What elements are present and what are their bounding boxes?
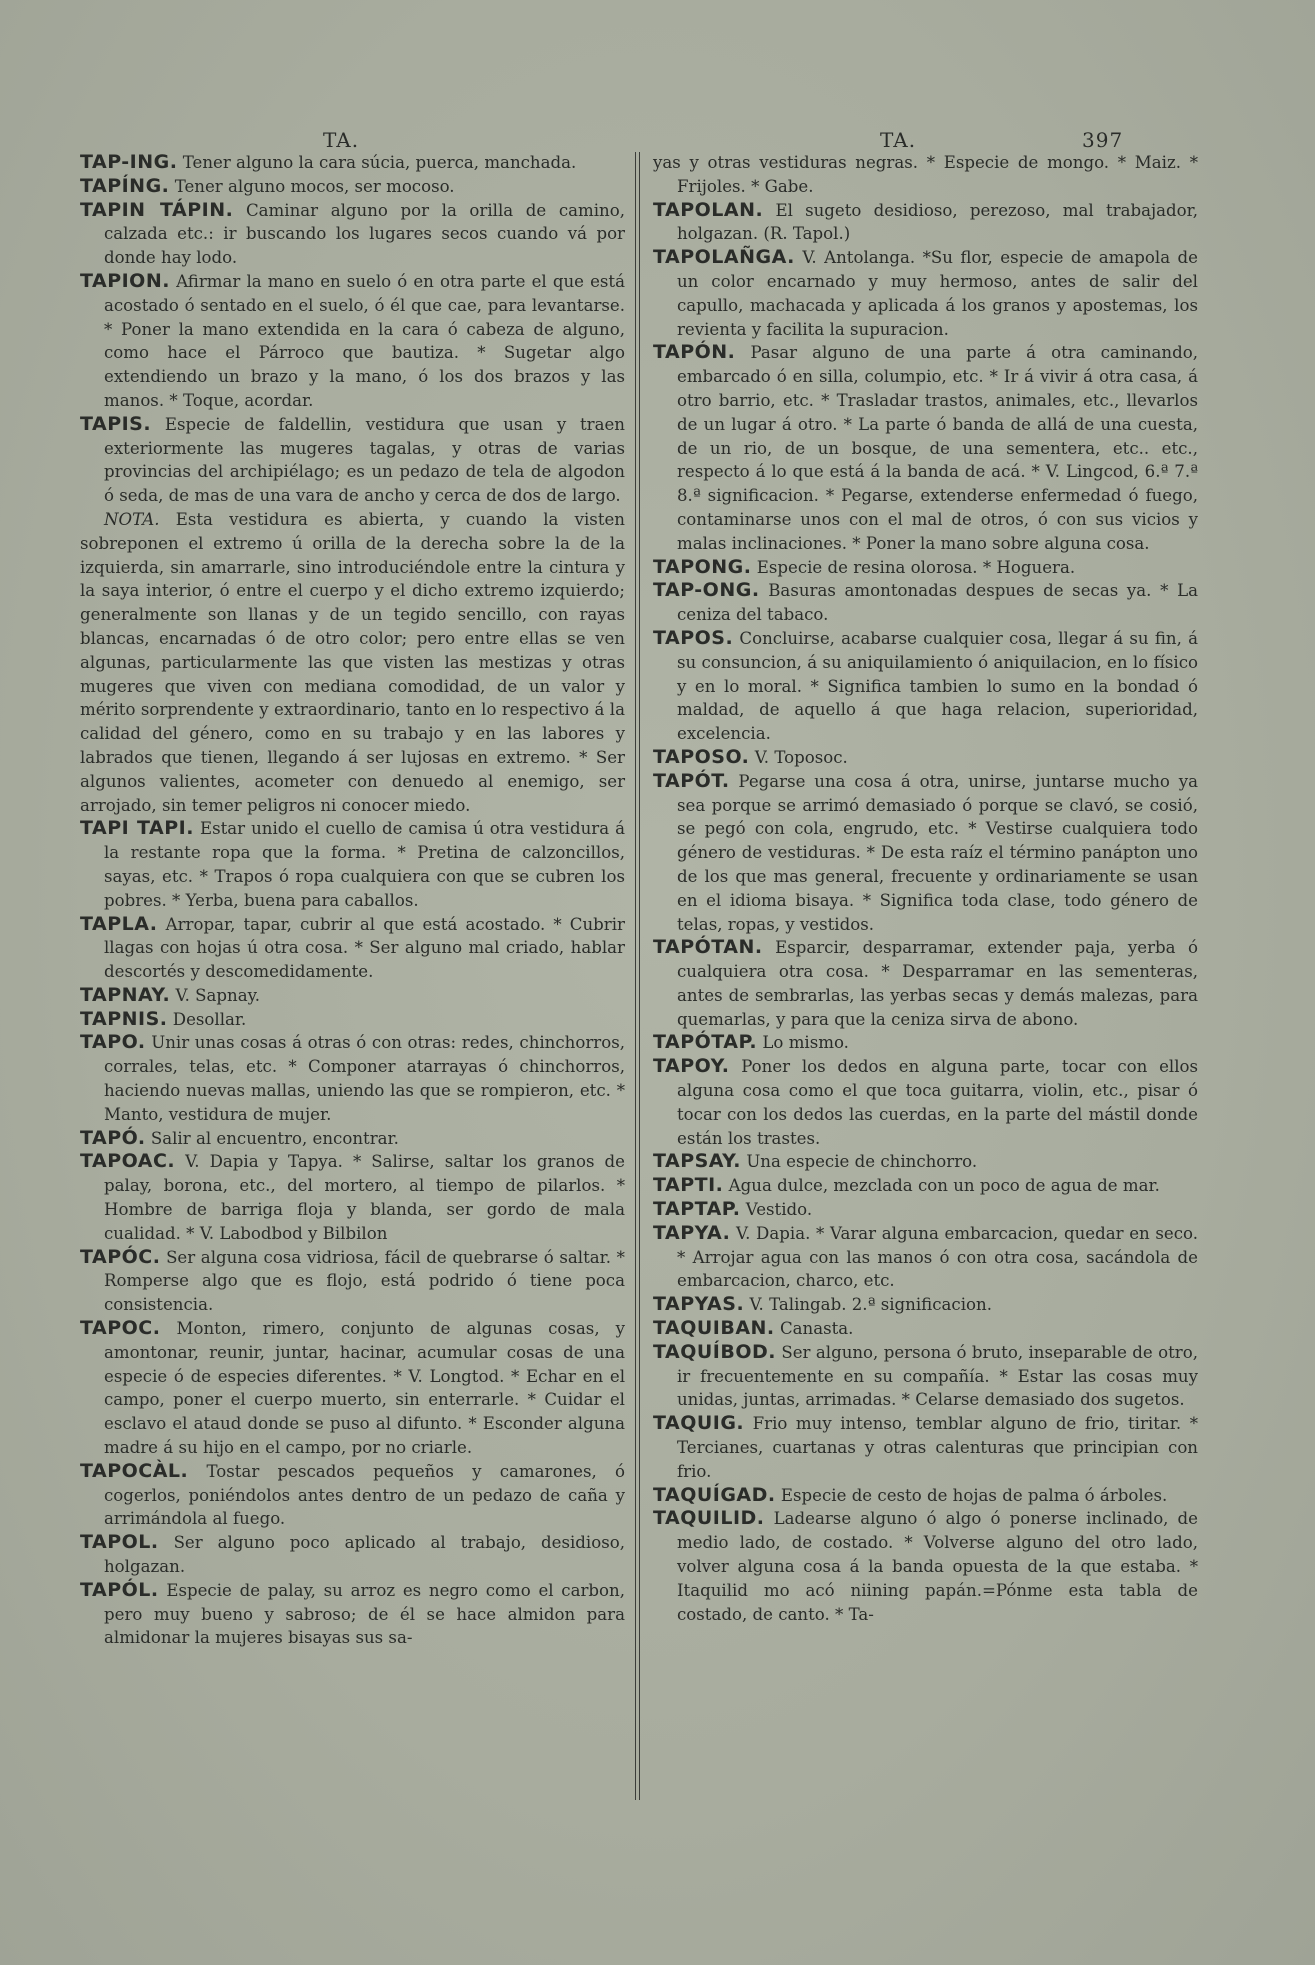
dictionary-entry	[80, 151, 625, 175]
dictionary-entry	[653, 1055, 1198, 1150]
nota-label: NOTA.	[104, 509, 160, 529]
entry-definition: Pasar alguno de una parte á otra caminando, embarcado ó en silla, columpio, etc. * Ir á vivir á otra casa, á otro barrio, etc. * Trasladar trastos, animales, etc., llevarlos de un lugar á otro. * La parte ó banda de allá de una cuesta, de un rio, de un bosque, de una sementera, etc.. etc., respecto á lo que está á la banda de acá. * V. Lingcod, 6.ª 7.ª 8.ª significacion. * Pegarse, extenderse enfermedad ó fuego, contaminarse unos con el mal de otros, ó con sus vicios y malas inclinaciones. * Poner la mano sobre alguna cosa.	[677, 343, 1198, 553]
right-column	[653, 151, 1198, 1626]
entry-headword: TAPOS.	[653, 626, 734, 649]
nota-paragraph	[80, 508, 625, 817]
entry-headword: TAPOAC.	[80, 1150, 176, 1173]
dictionary-entry	[80, 1150, 625, 1245]
entry-definition: Unir unas cosas á otras ó con otras: redes, chinchorros, corrales, telas, etc. * Componer atarrayas ó chinchorros, haciendo nuevas mallas, uniendo las que se rompieron, etc. * Manto, vestidura de mujer.	[104, 1033, 625, 1124]
entry-headword: TAPI TAPI.	[80, 817, 194, 840]
entry-definition: Canasta.	[779, 1319, 854, 1339]
entry-headword: TAPIN TÁPIN.	[80, 198, 234, 221]
dictionary-entry	[80, 1579, 625, 1650]
dictionary-entry	[653, 1150, 1198, 1174]
entry-headword: TAQUIBAN.	[653, 1317, 775, 1340]
dictionary-entry	[80, 817, 625, 912]
entry-definition: Especie de faldellin, vestidura que usan y traen exteriormente las mugeres tagalas, y otras de varias provincias del archipiélago; es un pedazo de tela de algodon ó seda, de mas de una vara de ancho y cerca de dos de largo.	[104, 414, 625, 506]
column-divider	[635, 152, 640, 1800]
entry-definition: Arropar, tapar, cubrir al que está acostado. * Cubrir llagas con hojas ú otra cosa. * Ser alguno mal criado, hablar descortés y descomedidamente.	[104, 914, 625, 982]
entry-headword: TAPÓC.	[80, 1245, 161, 1268]
entry-headword: TAPÓN.	[653, 341, 736, 364]
dictionary-entry	[653, 556, 1198, 580]
entry-headword: TAP-ONG.	[653, 579, 760, 602]
entry-definition: Ser alguno, persona ó bruto, inseparable de otro, ir frecuentemente en su compañía. * Estar las cosas muy unidas, juntas, arrimadas. * Celarse demasiado dos sugetos.	[677, 1342, 1198, 1410]
dictionary-entry	[653, 1507, 1198, 1626]
dictionary-entry	[80, 413, 625, 508]
entry-headword: TAPÓT.	[653, 769, 730, 792]
left-column	[80, 151, 625, 1650]
entry-headword: TAPNIS.	[80, 1007, 168, 1030]
entry-definition: Estar unido el cuello de camisa ú otra vestidura á la restante ropa que la forma. * Pretina de calzoncillos, sayas, etc. * Trapos ó ropa cualquiera con que se cubren los pobres. * Yerba, buena para caballos.	[104, 819, 626, 910]
dictionary-entry	[653, 1198, 1198, 1222]
dictionary-entry	[80, 1031, 625, 1126]
entry-definition: Monton, rimero, conjunto de algunas cosas, y amontonar, reunir, juntar, hacinar, acumular cosas de una especie ó de especies diferentes. * V. Longtod. * Echar en el campo, poner el cuerpo muerto, sin enterrarle. * Cuidar el esclavo el ataud donde se puso al difunto. * Esconder alguna madre á su hijo en el campo, por no criarle.	[104, 1319, 626, 1458]
dictionary-entry	[653, 936, 1198, 1031]
dictionary-entry	[653, 1293, 1198, 1317]
entry-definition: yas y otras vestiduras negras. * Especie de mongo. * Maiz. * Frijoles. * Gabe.	[653, 153, 1198, 196]
entry-definition: Salir al encuentro, encontrar.	[150, 1128, 399, 1148]
dictionary-entry	[80, 984, 625, 1008]
entry-headword: TAPYAS.	[653, 1293, 745, 1316]
entry-headword: TAQUILID.	[653, 1507, 765, 1530]
dictionary-entry	[653, 627, 1198, 746]
entry-definition: V. Sapnay.	[175, 985, 261, 1005]
dictionary-entry	[653, 1412, 1198, 1483]
entry-definition: Lo mismo.	[762, 1033, 849, 1053]
entry-definition: V. Talingab. 2.ª significacion.	[749, 1295, 992, 1315]
entry-definition: Afirmar la mano en suelo ó en otra parte el que está acostado ó sentado en el suelo, ó él que cae, para levantarse. * Poner la mano extendida en la cara ó cabeza de alguno, como hace el Párroco que bautiza. * Sugetar algo extendiendo un brazo y la mano, ó los dos brazos y las manos. * Toque, acordar.	[104, 271, 625, 410]
dictionary-entry	[80, 175, 625, 199]
entry-definition: Pegarse una cosa á otra, unirse, juntarse mucho ya sea porque se arrimó demasiado ó porque se clavó, se cosió, se pegó con cola, engrudo, etc. * Vestirse cualquiera todo género de vestiduras. * De esta raíz el término panápton uno de los que mas general, frecuente y ordinariamente se usan en el idioma bisaya. * Significa toda clase, todo género de telas, ropas, y vestidos.	[677, 771, 1198, 934]
entry-headword: TAPTI.	[653, 1174, 724, 1197]
entry-definition: Tener alguno la cara súcia, puerca, manchada.	[182, 153, 577, 172]
entry-definition: Agua dulce, mezclada con un poco de agua de mar.	[728, 1176, 1160, 1196]
dictionary-entry	[80, 1127, 625, 1151]
dictionary-entry	[653, 1341, 1198, 1412]
entry-headword: TAPION.	[80, 269, 170, 292]
dictionary-entry	[653, 770, 1198, 937]
entry-definition: Concluirse, acabarse cualquier cosa, llegar á su fin, á su consuncion, á su aniquilamiento ó aniquilacion, en lo físico y en lo moral. * Significa tambien lo sumo en la bondad ó maldad, de aquello á que haga relacion, superioridad, excelencia.	[677, 628, 1198, 744]
entry-headword: TAQUIG.	[653, 1412, 745, 1435]
entry-headword: TAPOLAÑGA.	[653, 246, 795, 269]
entry-definition: Frio muy intenso, temblar alguno de frio, tiritar. * Tercianes, cuartanas y otras calenturas que principian con frio.	[677, 1414, 1198, 1481]
entry-headword: TAPONG.	[653, 555, 752, 578]
entry-headword: TAPSAY.	[653, 1150, 742, 1173]
dictionary-entry	[80, 270, 625, 413]
entry-headword: TAPÓL.	[80, 1578, 159, 1601]
dictionary-entry	[653, 746, 1198, 770]
entry-definition: Ser alguno poco aplicado al trabajo, desidioso, holgazan.	[104, 1533, 625, 1577]
entry-headword: TAPÍNG.	[80, 174, 170, 197]
entry-headword: TAPLA.	[80, 912, 158, 935]
entry-definition: Ser alguna cosa vidriosa, fácil de quebrarse ó saltar. * Romperse algo que es flojo, está podrido ó tiene poca consistencia.	[104, 1247, 625, 1315]
dictionary-entry	[80, 1317, 625, 1460]
dictionary-entry	[653, 1031, 1198, 1055]
entry-headword: TAQUÍGAD.	[653, 1483, 776, 1506]
entry-definition: V. Dapia y Tapya. * Salirse, saltar los granos de palay, borona, etc., del mortero, al tiempo de pilarlos. * Hombre de barriga floja y blanda, ser gordo de mala cualidad. * V. Labodbod y Bilbilon	[104, 1152, 625, 1243]
entry-headword: TAPOCÀL.	[80, 1459, 189, 1482]
entry-definition: Ladearse alguno ó algo ó ponerse inclinado, de medio lado, de costado. * Volverse alguno del otro lado, volver alguna cosa á la banda opuesta de la que estaba. * Itaquilid mo acó niining papán.=Pónme esta tabla de costado, de canto. * Ta-	[677, 1509, 1198, 1624]
entry-definition: Caminar alguno por la orilla de camino, calzada etc.: ir buscando los lugares secos cuando vá por donde hay lodo.	[104, 200, 625, 268]
entry-definition: Especie de palay, su arroz es negro como el carbon, pero muy bueno y sabroso; de él se hace almidon para almidonar la mujeres bisayas sus sa-	[104, 1580, 625, 1648]
entry-definition: Vestido.	[745, 1200, 813, 1220]
dictionary-entry	[653, 1222, 1198, 1293]
entry-headword: TAPYA.	[653, 1221, 731, 1244]
dictionary-entry	[80, 199, 625, 270]
entry-headword: TAPIS.	[80, 412, 152, 435]
dictionary-entry	[653, 579, 1198, 627]
dictionary-entry	[80, 1246, 625, 1317]
left-running-header: TA.	[323, 128, 360, 152]
entry-definition: Tener alguno mocos, ser mocoso.	[174, 176, 455, 196]
dictionary-entry	[653, 246, 1198, 341]
dictionary-entry	[653, 199, 1198, 247]
dictionary-entry	[80, 913, 625, 984]
entry-headword: TAPTAP.	[653, 1198, 741, 1221]
dictionary-entry	[80, 1008, 625, 1032]
entry-definition: V. Antolanga. *Su flor, especie de amapola de un color encarnado y muy hermoso, antes de salir del capullo, machacada y aplicada á los granos y apostemas, los revienta y facilita la supuracion.	[677, 248, 1198, 339]
entry-definition: V. Toposoc.	[754, 747, 848, 767]
entry-definition: Especie de cesto de hojas de palma ó árboles.	[780, 1485, 1168, 1505]
entry-definition: Esta vestidura es abierta, y cuando la visten sobreponen el extremo ú orilla de la derecha sobre la de la izquierda, sin amarrarle, sino introduciéndole entre la cintura y la saya interior, ó entre el cuerpo y el dicho extremo izquierdo; generalmente son llanas y de un tegido sencillo, con rayas blancas, encarnadas ó de otro color; pero entre ellas se ven algunas, particularmente las que visten las mestizas y otras mugeres que viven con mediana comodidad, de un valor y mérito sorprendente y extraordinario, tanto en lo respectivo á la calidad del género, como en su trabajo y en las labores y labrados que tienen, llegando á ser lujosas en extremo. * Ser algunos valientes, acometer con denuedo al enemigo, ser arrojado, sin temer peligros ni conocer miedo.	[80, 509, 625, 815]
entry-headword: TAPNAY.	[80, 983, 171, 1006]
entry-headword: TAPÓTAP.	[653, 1031, 758, 1054]
entry-headword: TAP-ING.	[80, 151, 178, 173]
entry-definition: Esparcir, desparramar, extender paja, yerba ó cualquiera otra cosa. * Desparramar en las sementeras, antes de sembrarlas, las yerbas secas y demás malezas, para quemarlas, y para que la ceniza sirva de abono.	[677, 938, 1198, 1029]
dictionary-entry	[653, 341, 1198, 555]
entry-definition: Desollar.	[172, 1009, 247, 1029]
entry-headword: TAPÓ.	[80, 1126, 146, 1149]
entry-definition: El sugeto desidioso, perezoso, mal trabajador, holgazan. (R. Tapol.)	[677, 200, 1199, 244]
entry-headword: TAPOY.	[653, 1055, 730, 1078]
entry-headword: TAPOL.	[80, 1531, 159, 1554]
entry-headword: TAPOLAN.	[653, 198, 764, 221]
entry-definition: Especie de resina olorosa. * Hoguera.	[756, 557, 1076, 577]
entry-headword: TAPOSO.	[653, 745, 750, 768]
entry-definition: V. Dapia. * Varar alguna embarcacion, quedar en seco. * Arrojar agua con las manos ó con otra cosa, sacándola de embarcacion, charco, etc.	[677, 1223, 1198, 1291]
right-running-header: TA.	[880, 128, 917, 152]
dictionary-entry	[653, 1484, 1198, 1508]
entry-definition: Poner los dedos en alguna parte, tocar con ellos alguna cosa como el que toca guitarra, violin, etc., pisar ó tocar con los dedos las cuerdas, en la parte del mástil donde están los trastes.	[677, 1057, 1199, 1148]
entry-definition: Basuras amontonadas despues de secas ya. * La ceniza del tabaco.	[677, 581, 1199, 625]
dictionary-entry	[80, 1531, 625, 1579]
entry-headword: TAPOC.	[80, 1317, 161, 1340]
entry-definition: Una especie de chinchorro.	[746, 1152, 978, 1172]
dictionary-entry	[653, 1317, 1198, 1341]
entry-headword: TAPÓTAN.	[653, 936, 763, 959]
entry-headword: TAPO.	[80, 1031, 146, 1054]
entry-headword: TAQUÍBOD.	[653, 1340, 776, 1363]
page-number: 397	[1082, 128, 1124, 152]
entry-definition: Tostar pescados pequeños y camarones, ó cogerlos, poniéndolos antes dentro de un pedazo de caña y arrimándola al fuego.	[104, 1461, 626, 1529]
dictionary-entry	[653, 151, 1198, 199]
dictionary-entry	[80, 1460, 625, 1531]
dictionary-entry	[653, 1174, 1198, 1198]
